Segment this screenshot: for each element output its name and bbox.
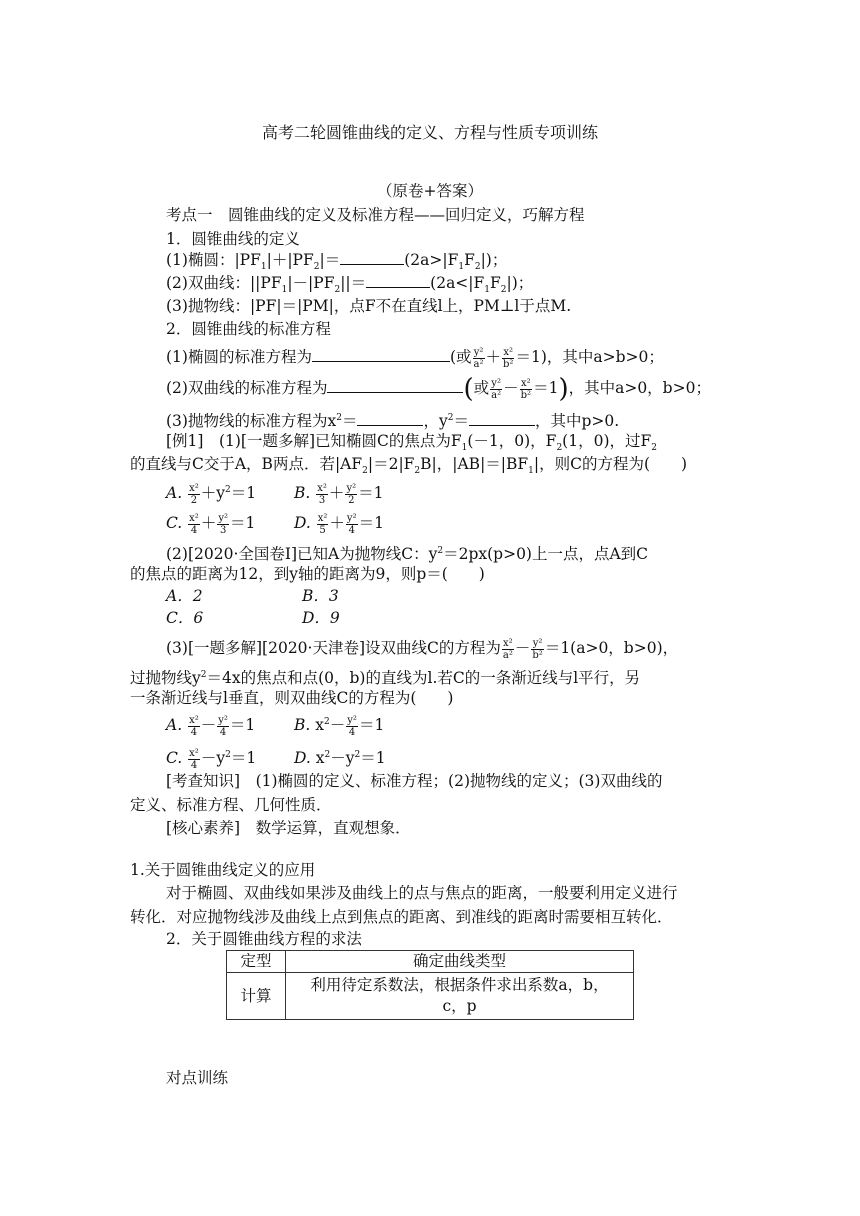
text: ＝1(a>0，b>0)， — [544, 639, 679, 657]
def-parabola: (3)抛物线：|PF|＝|PM|，点F不在直线l上，PM⊥l于点M. — [166, 297, 572, 315]
core-literacy: [核心素养] 数学运算，直观想象． — [166, 819, 411, 837]
text: (3)抛物线的标准方程为x — [166, 412, 337, 431]
numerator: x² — [317, 512, 328, 524]
text: ＝1 — [230, 514, 256, 532]
text: |)； — [480, 251, 508, 269]
text: (或 — [449, 348, 472, 366]
text: (3)[一题多解][2020·天津卷]设双曲线C的方程为 — [166, 639, 501, 657]
fraction — [188, 715, 200, 738]
q2-row-1 — [166, 585, 339, 607]
text: ＝1 — [358, 514, 384, 532]
section-heading-1: 考点一 圆锥曲线的定义及标准方程——回归定义，巧解方程 — [166, 206, 585, 224]
text: [例1] (1)[一题多解]已知椭圆C的焦点为F — [166, 432, 462, 450]
denominator: 4 — [190, 759, 198, 771]
text: (2a>|F — [404, 251, 459, 269]
text: |－|PF — [287, 274, 335, 292]
numerator: y² — [346, 482, 357, 494]
denominator: 4 — [348, 524, 355, 536]
text: －y — [330, 749, 355, 768]
option-b[interactable]: B．3 — [302, 587, 339, 605]
answer-blank[interactable] — [327, 377, 463, 393]
text: ＝1 — [358, 484, 384, 503]
answer-blank[interactable] — [340, 249, 404, 265]
text: ＋ — [200, 514, 217, 532]
minus: － — [329, 716, 346, 735]
text: ＝1 — [358, 716, 385, 735]
answer-blank[interactable] — [469, 410, 535, 426]
option-d[interactable]: D．9 — [302, 609, 340, 627]
denominator: 4 — [190, 524, 198, 536]
text: (2a<|F — [430, 274, 485, 292]
numerator: y² — [491, 377, 501, 389]
left-paren: ( — [463, 374, 474, 404]
numerator: y² — [346, 512, 357, 524]
denominator: a² — [502, 649, 513, 661]
fraction — [502, 347, 514, 370]
table-row — [227, 951, 634, 973]
fraction — [346, 715, 358, 738]
text: |＋|PF — [266, 251, 314, 269]
numerator: y² — [532, 637, 543, 649]
text: ||＝ — [340, 274, 367, 292]
numerator: x² — [189, 482, 199, 494]
minus: － — [514, 639, 531, 657]
q1-row-2 — [166, 512, 384, 536]
text: ＋ — [328, 484, 345, 503]
text: x — [315, 749, 325, 768]
denominator: a² — [491, 389, 502, 401]
eq-hyperbola — [166, 374, 711, 404]
sub: 1 — [461, 443, 468, 454]
text: (1)椭圆的标准方程为 — [166, 348, 312, 366]
sub: 1 — [458, 262, 465, 273]
denominator: 5 — [319, 524, 326, 536]
text: (2)双曲线的标准方程为 — [166, 379, 328, 397]
numerator: x² — [503, 346, 514, 358]
denominator: a² — [473, 358, 484, 370]
practice-heading: 对点训练 — [166, 1069, 229, 1087]
sup: 2 — [336, 413, 342, 423]
q3-row-2 — [166, 744, 386, 771]
option-c[interactable] — [166, 744, 294, 771]
text: ，其中a>0，b>0； — [568, 379, 711, 397]
denominator: 3 — [318, 494, 326, 506]
sub: 2 — [414, 466, 421, 477]
numerator: x² — [189, 747, 199, 759]
option-letter: C. — [166, 749, 183, 768]
sup: 2 — [200, 670, 207, 680]
q1-row-1 — [166, 479, 383, 506]
sup: 2 — [447, 413, 454, 423]
example-1-part-3-line-2 — [130, 664, 640, 689]
option-letter: D. — [294, 514, 311, 532]
fraction — [490, 378, 502, 401]
numerator: y² — [218, 512, 229, 524]
text: ＝2px(p>0)上一点，点A到C — [443, 545, 649, 564]
answer-blank[interactable] — [312, 346, 450, 362]
option-letter: B. — [294, 716, 311, 735]
table-cell: 计算 — [227, 973, 286, 1020]
fraction — [188, 513, 200, 536]
text: ＋y — [200, 484, 225, 503]
sub: 2 — [651, 443, 657, 454]
text: ，其中p>0. — [534, 412, 620, 431]
fraction — [317, 513, 329, 536]
eq-ellipse — [166, 346, 664, 370]
text: ＝1 — [229, 716, 256, 735]
numerator: x² — [189, 714, 199, 726]
sub: 2 — [334, 285, 341, 296]
method-paragraph-line-1: 对于椭圆、双曲线如果涉及曲线上的点与焦点的距离，一般要利用定义进行 — [166, 884, 678, 902]
text: ＝1)，其中a>b>0； — [515, 348, 664, 366]
text: F — [490, 274, 501, 292]
sub: 2 — [556, 443, 563, 454]
fraction — [345, 483, 357, 506]
example-1-part-2-line-1 — [166, 540, 648, 565]
right-paren: ) — [558, 374, 569, 404]
text: |，则C的方程为( ) — [533, 455, 688, 473]
text: x — [315, 716, 325, 735]
example-1-part-3-line-1 — [166, 637, 678, 661]
text: ，y — [423, 412, 448, 431]
numerator: y² — [473, 346, 484, 358]
text: (2)双曲线：||PF — [166, 274, 282, 292]
sup: 2 — [225, 750, 231, 760]
sup: 2 — [324, 717, 330, 727]
table-cell: 确定曲线类型 — [286, 951, 634, 973]
denominator: 4 — [190, 726, 198, 738]
cell-line: 利用待定系数法，根据条件求出系数a，b， — [310, 976, 609, 994]
text: |＝ — [319, 251, 341, 269]
method-paragraph-line-2: 转化．对应抛物线涉及曲线上点到焦点的距离、到准线的距离时需要相互转化． — [130, 908, 673, 926]
subheading-standard-equation: 2．圆锥曲线的标准方程 — [166, 320, 331, 338]
example-1-line-2 — [130, 453, 687, 482]
option-letter: A. — [166, 716, 183, 735]
text: ＝ — [453, 412, 469, 431]
denominator: 2 — [190, 494, 198, 506]
fraction — [346, 513, 358, 536]
sub: 1 — [484, 285, 491, 296]
page-subtitle: （原卷+答案） — [377, 182, 483, 200]
text: ＝4x的焦点和点(0，b)的直线为l.若C的一条渐近线与l平行，另 — [206, 669, 641, 688]
eq-parabola — [166, 407, 619, 432]
fraction — [473, 347, 485, 370]
fraction — [188, 748, 200, 771]
text: ＝1 — [533, 379, 559, 397]
fraction — [188, 483, 200, 506]
method-heading-2: 2．关于圆锥曲线方程的求法 — [166, 930, 362, 948]
q3-row-1 — [166, 711, 384, 738]
option-c[interactable] — [166, 512, 294, 536]
fraction — [217, 715, 229, 738]
example-1-part-2-line-2: 的焦点的距离为12，到y轴的距离为9，则p＝( ) — [130, 565, 485, 583]
table-row — [227, 973, 634, 1020]
text: 过抛物线y — [130, 669, 201, 688]
text: ＝ — [341, 412, 358, 431]
text: －y — [200, 749, 226, 768]
numerator: x² — [189, 512, 199, 524]
option-b[interactable] — [294, 714, 385, 738]
text: (－1，0)，F — [467, 432, 557, 450]
fraction — [502, 638, 514, 661]
table-cell — [286, 973, 634, 1020]
text: ＝1 — [360, 749, 386, 768]
option-a[interactable]: A．2 — [166, 587, 203, 605]
method-heading-1: 1.关于圆锥曲线定义的应用 — [130, 861, 316, 879]
numerator: y² — [347, 714, 357, 726]
option-a[interactable] — [166, 479, 294, 506]
answer-blank[interactable] — [357, 410, 423, 426]
text: ＝1 — [230, 484, 257, 503]
sup: 2 — [437, 546, 444, 556]
text: (1，0)，过F — [562, 432, 652, 450]
numerator: x² — [521, 377, 531, 389]
example-1-part-3-line-3: 一条渐近线与l垂直，则双曲线C的方程为( ) — [130, 689, 454, 707]
option-a[interactable] — [166, 714, 294, 738]
numerator: x² — [503, 637, 513, 649]
text: |)； — [506, 274, 534, 292]
sup: 2 — [354, 750, 361, 760]
minus: － — [200, 716, 217, 735]
option-d[interactable] — [294, 749, 386, 767]
q2-row-2 — [166, 607, 340, 629]
option-letter: B. — [294, 484, 311, 503]
method-table — [226, 950, 634, 1020]
sub: 2 — [313, 262, 320, 273]
denominator: b² — [520, 389, 532, 401]
sub: 2 — [474, 262, 481, 273]
denominator: 2 — [348, 494, 355, 506]
option-letter: C. — [166, 514, 183, 532]
fraction — [217, 513, 229, 536]
sub: 1 — [260, 262, 267, 273]
denominator: b² — [503, 358, 514, 370]
table-cell: 定型 — [227, 951, 286, 973]
option-b[interactable] — [294, 482, 384, 506]
fraction — [520, 378, 532, 401]
minus: － — [503, 379, 519, 397]
plus: ＋ — [485, 348, 502, 366]
text: B|，|AB|＝|BF — [420, 455, 529, 473]
fraction — [531, 638, 543, 661]
denominator: 3 — [219, 524, 227, 536]
denominator: 4 — [348, 726, 356, 738]
text: (1)椭圆：|PF — [166, 251, 261, 269]
text: 或 — [473, 379, 490, 397]
page-title: 高考二轮圆锥曲线的定义、方程与性质专项训练 — [261, 123, 598, 142]
option-c[interactable]: C．6 — [166, 609, 204, 627]
answer-blank[interactable] — [366, 272, 430, 288]
text: |＝2|F — [367, 455, 415, 473]
option-d[interactable] — [294, 512, 384, 536]
denominator: 4 — [219, 726, 227, 738]
knowledge-line-1: [考查知识] (1)椭圆的定义、标准方程；(2)抛物线的定义；(3)双曲线的 — [166, 772, 663, 790]
sup: 2 — [224, 485, 231, 495]
subheading-definition: 1．圆锥曲线的定义 — [166, 230, 300, 248]
sup: 2 — [324, 750, 331, 760]
sub: 2 — [362, 466, 368, 477]
sub: 1 — [528, 466, 534, 477]
cell-line: c，p — [442, 997, 477, 1015]
text: F — [464, 251, 475, 269]
text: (2)[2020·全国卷Ⅰ]已知A为抛物线C：y — [166, 545, 438, 564]
option-letter: D. — [294, 749, 311, 768]
text: ＋ — [329, 514, 345, 532]
option-letter: A. — [166, 484, 183, 503]
fraction — [316, 483, 328, 506]
text: ＝1 — [230, 749, 257, 768]
text: 的直线与C交于A，B两点．若|AF — [130, 455, 363, 473]
numerator: x² — [317, 482, 327, 494]
denominator: b² — [532, 649, 543, 661]
sub: 1 — [281, 285, 288, 296]
knowledge-line-2: 定义、标准方程、几何性质． — [130, 796, 332, 814]
sub: 2 — [500, 285, 507, 296]
numerator: y² — [218, 714, 228, 726]
